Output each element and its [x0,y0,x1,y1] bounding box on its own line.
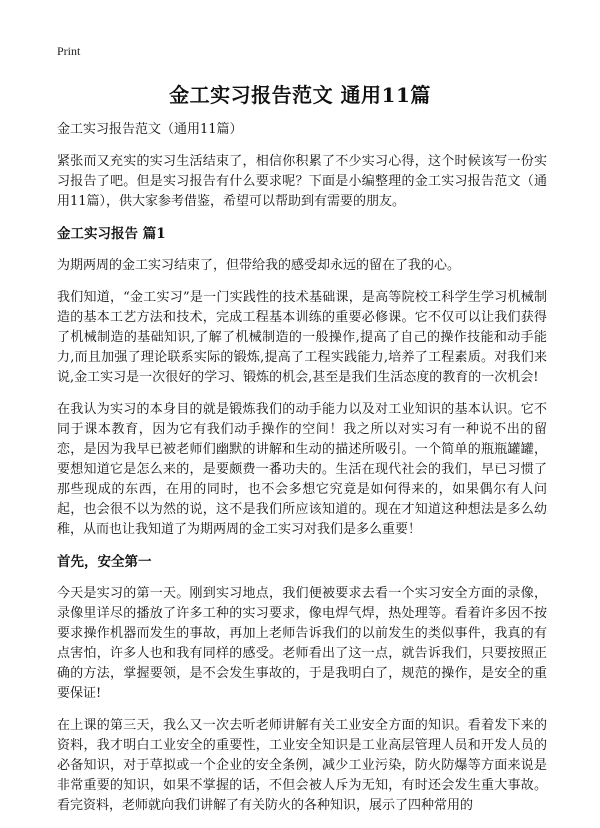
intro-paragraph: 紧张而又充实的实习生活结束了，相信你积累了不少实习心得，这个时候该写一份实习报告了吧。但是实习报告有什么要求呢？下面是小编整理的金工实习报告范文（通用11篇），供大家参考借鉴，希望可以帮助到有需要的朋友。 [57,154,547,209]
document-subtitle: 金工实习报告范文（通用11篇） [57,122,243,137]
print-link[interactable]: Print [57,44,81,58]
document-body [57,120,547,828]
section1-paragraph-3: 在我认为实习的本身目的就是锻炼我们的动手能力以及对工业知识的基本认识。它不同于课本教育，因为它有我们动手操作的空间！我之所以对实习有一种说不出的留恋，是因为我早已被老师们幽默的讲解和生动的描述所吸引。一个简单的瓶瓶罐罐，要想知道它是怎么来的，是要颇费一番功夫的。生活在现代社会的我们，早已习惯了那些现成的东西，在用的同时，也不会多想它究竟是如何得来的，如果偶尔有人问起，也会很不以为然的说，这不是我们所应该知道的。现在才知道这种想法是多么幼稚，从而也让我知道了为期两周的金工实习对我们是多么重要！ [57,402,547,537]
section1-paragraph-1: 为期两周的金工实习结束了，但带给我的感受却永远的留在了我的心。 [57,258,461,273]
section2-paragraph-2: 在上课的第三天，我么又一次去听老师讲解有关工业安全方面的知识。看着发下来的资料，我才明白工业安全的重要性，工业安全知识是工业高层管理人员和开发人员的必备知识，对于草拟或一个企业的安全条例，减少工业污染，防火防爆等方面来说是非常重要的知识，如果不掌握的话，不但会被人斥为无知，有时还会发生重大事故。看完资料，老师就向我们讲解了有关防火的各种知识，展示了四种常用的 [57,718,547,813]
section2-paragraph-1: 今天是实习的第一天。刚到实习地点，我们便被要求去看一个实习安全方面的录像，录像里详尽的播放了许多工种的实习要求，像电焊气焊，热处理等。看着许多因不按要求操作机器而发生的事故，再加上老师告诉我们的以前发生的类似事件，我真的有点害怕，许多人也和我有同样的感受。老师看出了这一点，就告诉我们，只要按照正确的方法，掌握要领，是不会发生事故的，于是我明白了，规范的操作，是安全的重要保证! [57,586,547,701]
section1-paragraph-2: 我们知道，“金工实习”是一门实践性的技术基础课，是高等院校工科学生学习机械制造的基本工艺方法和技术，完成工程基本训练的重要必修课。它不仅可以让我们获得了机械制造的基础知识,了解了机械制造的一般操作,提高了自己的操作技能和动手能力,而且加强了理论联系实际的锻炼,提高了工程实践能力,培养了工程素质。对我们来说,金工实习是一次很好的学习、锻炼的机会,甚至是我们生活态度的教育的一次机会! [57,290,547,385]
section-heading-safety: 首先，安全第一 [57,554,152,570]
section-heading-1: 金工实习报告 篇1 [57,226,166,242]
document-title: 金工实习报告范文 通用11篇 [169,83,431,107]
